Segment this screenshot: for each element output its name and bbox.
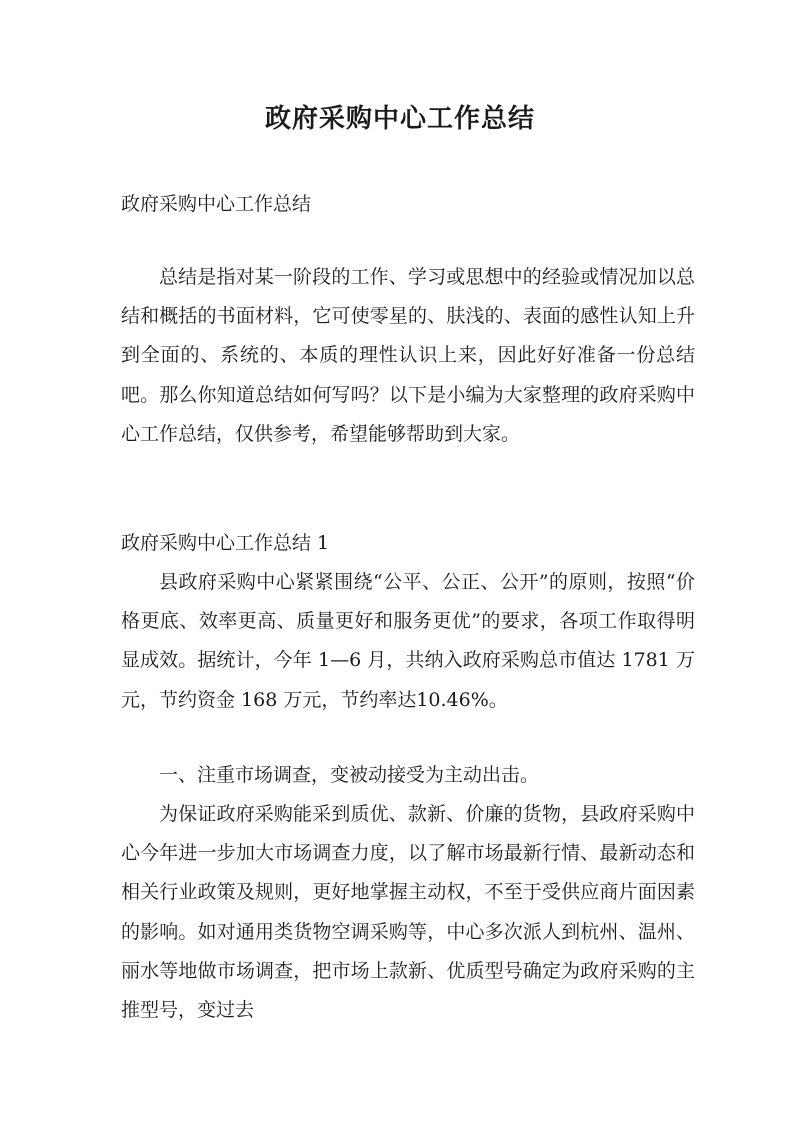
document-subtitle: 政府采购中心工作总结 [121,193,312,215]
section-paragraph-2: 为保证政府采购能采到质优、款新、价廉的货物，县政府采购中心今年进一步加大市场调查力度，以了解市场最新行情、最新动态和相关行业政策及规则，更好地掌握主动权，不至于受供应商片面因素的影响。如对通用类货物空调采购等，中心多次派人到杭州、温州、丽水等地做市场调查，把市场上款新、优质型号确定为政府采购的主推型号，变过去 [121,803,695,1022]
section-heading: 政府采购中心工作总结 1 [121,532,330,554]
section-point-heading: 一、注重市场调查，变被动接受为主动出击。 [159,764,540,786]
section-paragraph: 县政府采购中心紧紧围绕“公平、公正、公开”的原则，按照“价格更底、效率更高、质量更好和服务更优”的要求，各项工作取得明显成效。据统计，今年 1—6 月，共纳入政府采购总市值达 1781 万元，节约资金 168 万元，节约率达10.46%。 [121,571,695,711]
document-title: 政府采购中心工作总结 [264,104,535,134]
intro-paragraph: 总结是指对某一阶段的工作、学习或思想中的经验或情况加以总结和概括的书面材料，它可使零星的、肤浅的、表面的感性认知上升到全面的、系统的、本质的理性认识上来，因此好好准备一份总结吧。那么你知道总结如何写吗？以下是小编为大家整理的政府采购中心工作总结，仅供参考，希望能够帮助到大家。 [121,266,695,445]
